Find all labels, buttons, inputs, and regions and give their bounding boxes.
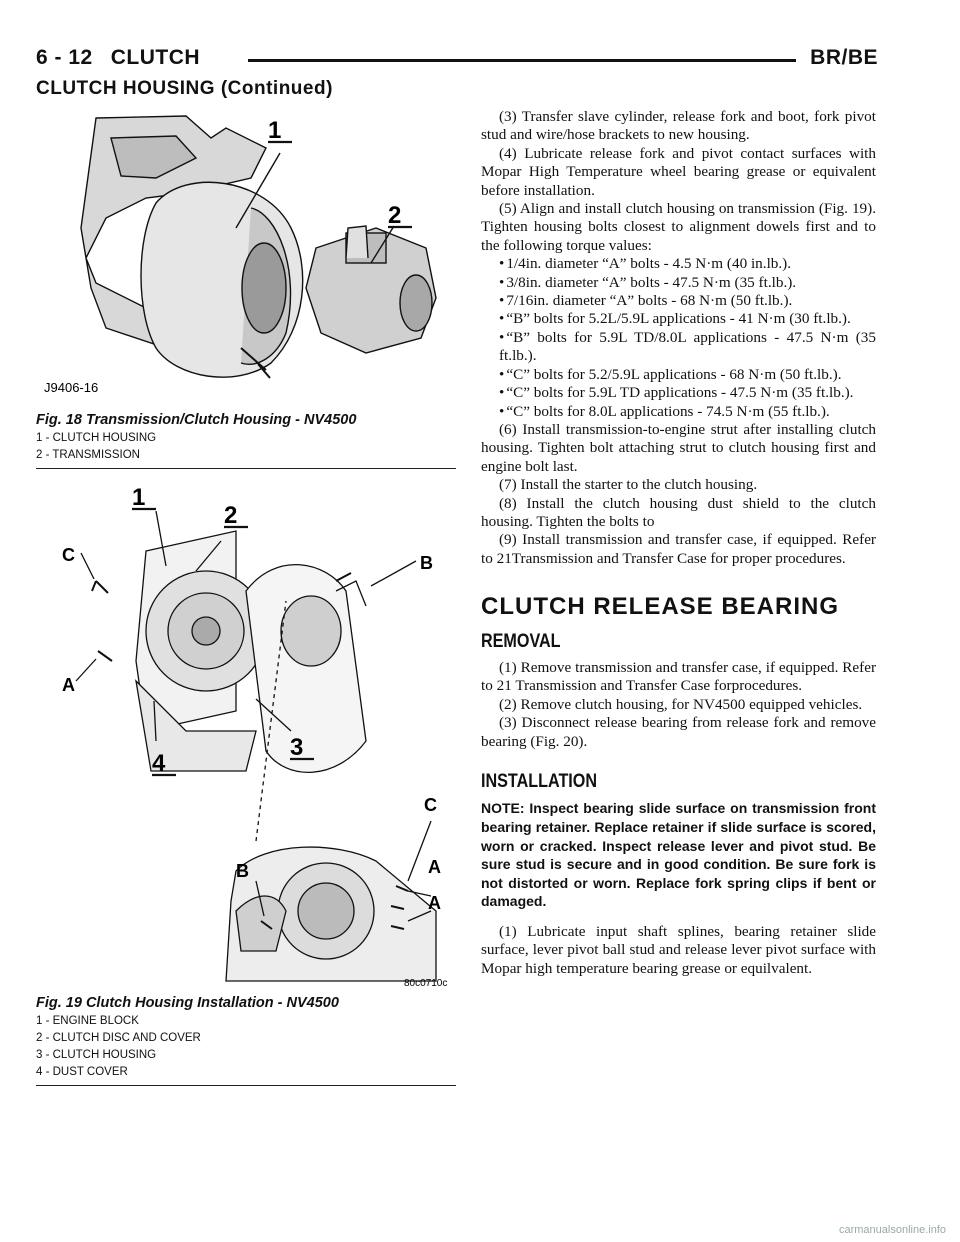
left-column <box>36 108 456 1086</box>
torque-bullet: • 7/16in. diameter “A” bolts - 68 N·m (50 ft.lb.). <box>481 292 876 310</box>
clutch-housing-installation-illustration <box>36 481 456 991</box>
fig18-legend <box>36 430 456 464</box>
callout-2-text: 2 <box>388 202 402 229</box>
step-3: (3) Transfer slave cylinder, release fork and boot, fork pivot stud and wire/hose brackets to new housing. <box>481 108 876 144</box>
bolt-label-a: A <box>428 893 441 913</box>
torque-bullet: • “B” bolts for 5.2L/5.9L applications - 41 N·m (30 ft.lb.). <box>481 310 876 328</box>
callout-1-text: 1 <box>132 484 146 511</box>
figure-divider <box>36 468 456 469</box>
bolt-label-b: B <box>236 861 249 881</box>
torque-bullet: • “C” bolts for 5.2/5.9L applications - 68 N·m (50 ft.lb.). <box>481 366 876 384</box>
figure-19 <box>36 481 456 991</box>
section-name: CLUTCH <box>110 46 201 69</box>
removal-step-3: (3) Disconnect release bearing from release fork and remove bearing (Fig. 20). <box>481 714 876 750</box>
header-rule <box>248 59 796 62</box>
right-column-text <box>481 108 876 978</box>
callout-2 <box>388 202 412 229</box>
step-9: (9) Install transmission and transfer case, if equipped. Refer to 21Transmission and Transfer Case for proper procedures. <box>481 531 876 567</box>
step-7: (7) Install the starter to the clutch housing. <box>499 476 758 494</box>
figure-code: J9406-16 <box>44 380 99 395</box>
header-left <box>36 46 200 70</box>
bolt-label-c: C <box>424 795 437 815</box>
fig19-legend <box>36 1013 456 1081</box>
model-code: BR/BE <box>810 46 878 69</box>
bolt-label-b: B <box>420 553 433 573</box>
bolt-label-a: A <box>428 857 441 877</box>
figure-divider <box>36 1085 456 1086</box>
figure-18 <box>36 108 456 408</box>
step-6: (6) Install transmission-to-engine strut after installing clutch housing. Tighten bolt attaching strut to clutch housing first and engine bolt last. <box>481 420 876 475</box>
removal-step-2: (2) Remove clutch housing, for NV4500 equipped vehicles. <box>499 695 863 713</box>
page-number: 6 - 12 <box>36 46 93 69</box>
torque-bullet: • “C” bolts for 8.0L applications - 74.5 N·m (55 ft.lb.). <box>481 403 876 421</box>
torque-bullet: • 1/4in. diameter “A” bolts - 4.5 N·m (40 in.lb.). <box>481 255 876 273</box>
bolt-label-c: C <box>62 545 75 565</box>
step-8: (8) Install the clutch housing dust shield to the clutch housing. Tighten the bolts to <box>481 494 876 530</box>
legend-item: 1 - ENGINE BLOCK <box>36 1015 139 1027</box>
legend-item: 4 - DUST COVER <box>36 1066 128 1078</box>
subheading-removal: REMOVAL <box>481 630 561 652</box>
bolt-label-a: A <box>62 675 75 695</box>
installation-note: NOTE: Inspect bearing slide surface on transmission front bearing retainer. Replace retainer if slide surface is scored, worn or cracked. Inspect release lever and pivot stud. Be sure stud is secure and in good condition. Be sure fork is not distorted or worn. Replace fork spring clips if bent or damaged. <box>481 800 876 910</box>
callout-3-text: 3 <box>290 734 304 761</box>
legend-item: 3 - CLUTCH HOUSING <box>36 1049 157 1061</box>
callout-1-text: 1 <box>268 117 282 144</box>
step-4: (4) Lubricate release fork and pivot contact surfaces with Mopar High Temperature wheel bearing grease or equivalent before installation. <box>481 144 876 199</box>
torque-bullet: • “C” bolts for 5.9L TD applications - 47.5 N·m (35 ft.lb.). <box>481 384 876 402</box>
fig18-caption: Fig. 18 Transmission/Clutch Housing - NV4500 <box>36 412 357 428</box>
page-header <box>36 44 878 74</box>
callout-4-text: 4 <box>152 750 166 777</box>
section-heading: CLUTCH RELEASE BEARING <box>481 593 840 621</box>
legend-item: 1 - CLUTCH HOUSING <box>36 432 157 444</box>
callout-2-text: 2 <box>224 502 238 529</box>
transmission-housing-illustration <box>36 108 456 408</box>
subheading-installation: INSTALLATION <box>481 771 598 792</box>
step-5: (5) Align and install clutch housing on transmission (Fig. 19). Tighten housing bolts closest to alignment dowels first and to the following torque values: <box>481 200 876 254</box>
callout-1 <box>268 117 292 144</box>
install-step-1: (1) Lubricate input shaft splines, bearing retainer slide surface, lever pivot ball stud and release lever pivot surface with Mopar high temperature bearing grease or equilvalent. <box>481 922 876 977</box>
removal-step-1: (1) Remove transmission and transfer case, if equipped. Refer to 21 Transmission and Transfer Case forprocedures. <box>481 658 876 695</box>
figure-code: 80c0710c <box>404 978 448 989</box>
legend-item: 2 - TRANSMISSION <box>36 449 140 461</box>
fig19-caption: Fig. 19 Clutch Housing Installation - NV4500 <box>36 995 339 1011</box>
legend-item: 2 - CLUTCH DISC AND COVER <box>36 1032 201 1044</box>
torque-bullet: • “B” bolts for 5.9L TD/8.0L applications - 47.5 N·m (35 ft.lb.). <box>481 329 876 366</box>
watermark: carmanualsonline.info <box>838 1224 946 1236</box>
torque-bullet: • 3/8in. diameter “A” bolts - 47.5 N·m (35 ft.lb.). <box>481 274 876 292</box>
continued-title: CLUTCH HOUSING (Continued) <box>36 78 333 99</box>
